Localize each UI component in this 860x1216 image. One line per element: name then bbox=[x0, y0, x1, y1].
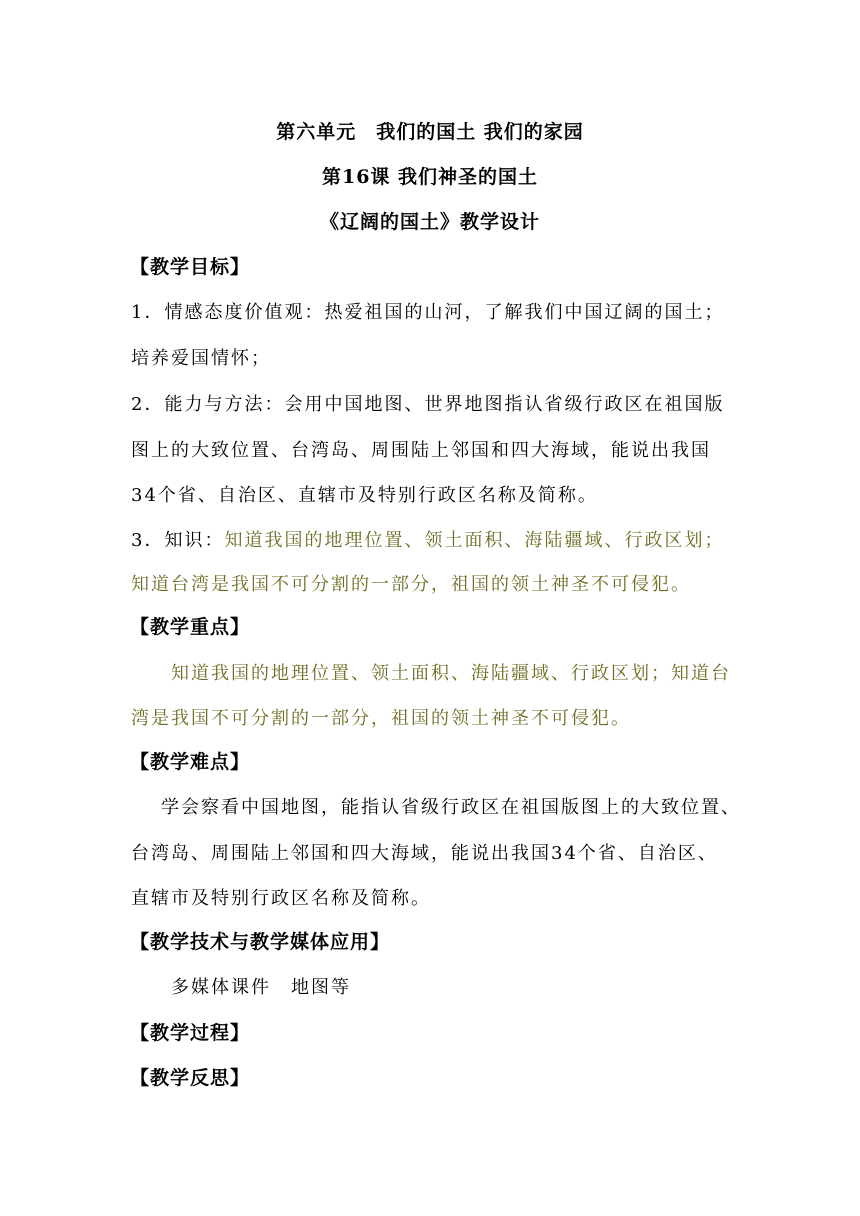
objectives-heading: 【教学目标】 bbox=[130, 256, 251, 278]
reflection-heading: 【教学反思】 bbox=[130, 1067, 251, 1089]
difficulties-heading: 【教学难点】 bbox=[130, 751, 251, 773]
process-heading: 【教学过程】 bbox=[130, 1022, 251, 1044]
objective-3-line-1 bbox=[131, 526, 724, 552]
design-title: 《辽阔的国土》教学设计 bbox=[319, 211, 540, 233]
objective-3-line-2: 知道台湾是我国不可分割的一部分，祖国的领土神圣不可侵犯。 bbox=[131, 574, 691, 595]
lesson-title: 第16课 我们神圣的国土 bbox=[321, 166, 539, 188]
objective-3-text: 知道我国的地理位置、领土面积、海陆疆域、行政区划； bbox=[224, 530, 725, 551]
difficulties-line-2: 台湾岛、周围陆上邻国和四大海域，能说出我国34个省、自治区、 bbox=[131, 843, 718, 864]
objective-2-line-2: 图上的大致位置、台湾岛、周围陆上邻国和四大海域，能说出我国 bbox=[131, 440, 711, 461]
unit-title: 第六单元 我们的国土 我们的家园 bbox=[276, 121, 584, 143]
key-points-line-2: 湾是我国不可分割的一部分，祖国的领土神圣不可侵犯。 bbox=[131, 708, 631, 729]
key-points-heading: 【教学重点】 bbox=[130, 616, 251, 638]
media-line: 多媒体课件 地图等 bbox=[171, 977, 351, 998]
difficulties-line-3: 直辖市及特别行政区名称及简称。 bbox=[131, 888, 431, 909]
media-heading: 【教学技术与教学媒体应用】 bbox=[130, 931, 391, 953]
objective-1-line-2: 培养爱国情怀； bbox=[131, 348, 271, 369]
key-points-line-1: 知道我国的地理位置、领土面积、海陆疆域、行政区划；知道台 bbox=[171, 663, 731, 684]
objective-3-prefix: 3．知识： bbox=[131, 530, 225, 551]
difficulties-line-1: 学会察看中国地图，能指认省级行政区在祖国版图上的大致位置、 bbox=[161, 797, 741, 818]
objective-2-line-1: 2．能力与方法：会用中国地图、世界地图指认省级行政区在祖国版 bbox=[131, 394, 725, 415]
objective-2-line-3: 34个省、自治区、直辖市及特别行政区名称及简称。 bbox=[131, 485, 598, 506]
objective-1-line-1: 1．情感态度价值观：热爱祖国的山河，了解我们中国辽阔的国土； bbox=[131, 302, 725, 323]
